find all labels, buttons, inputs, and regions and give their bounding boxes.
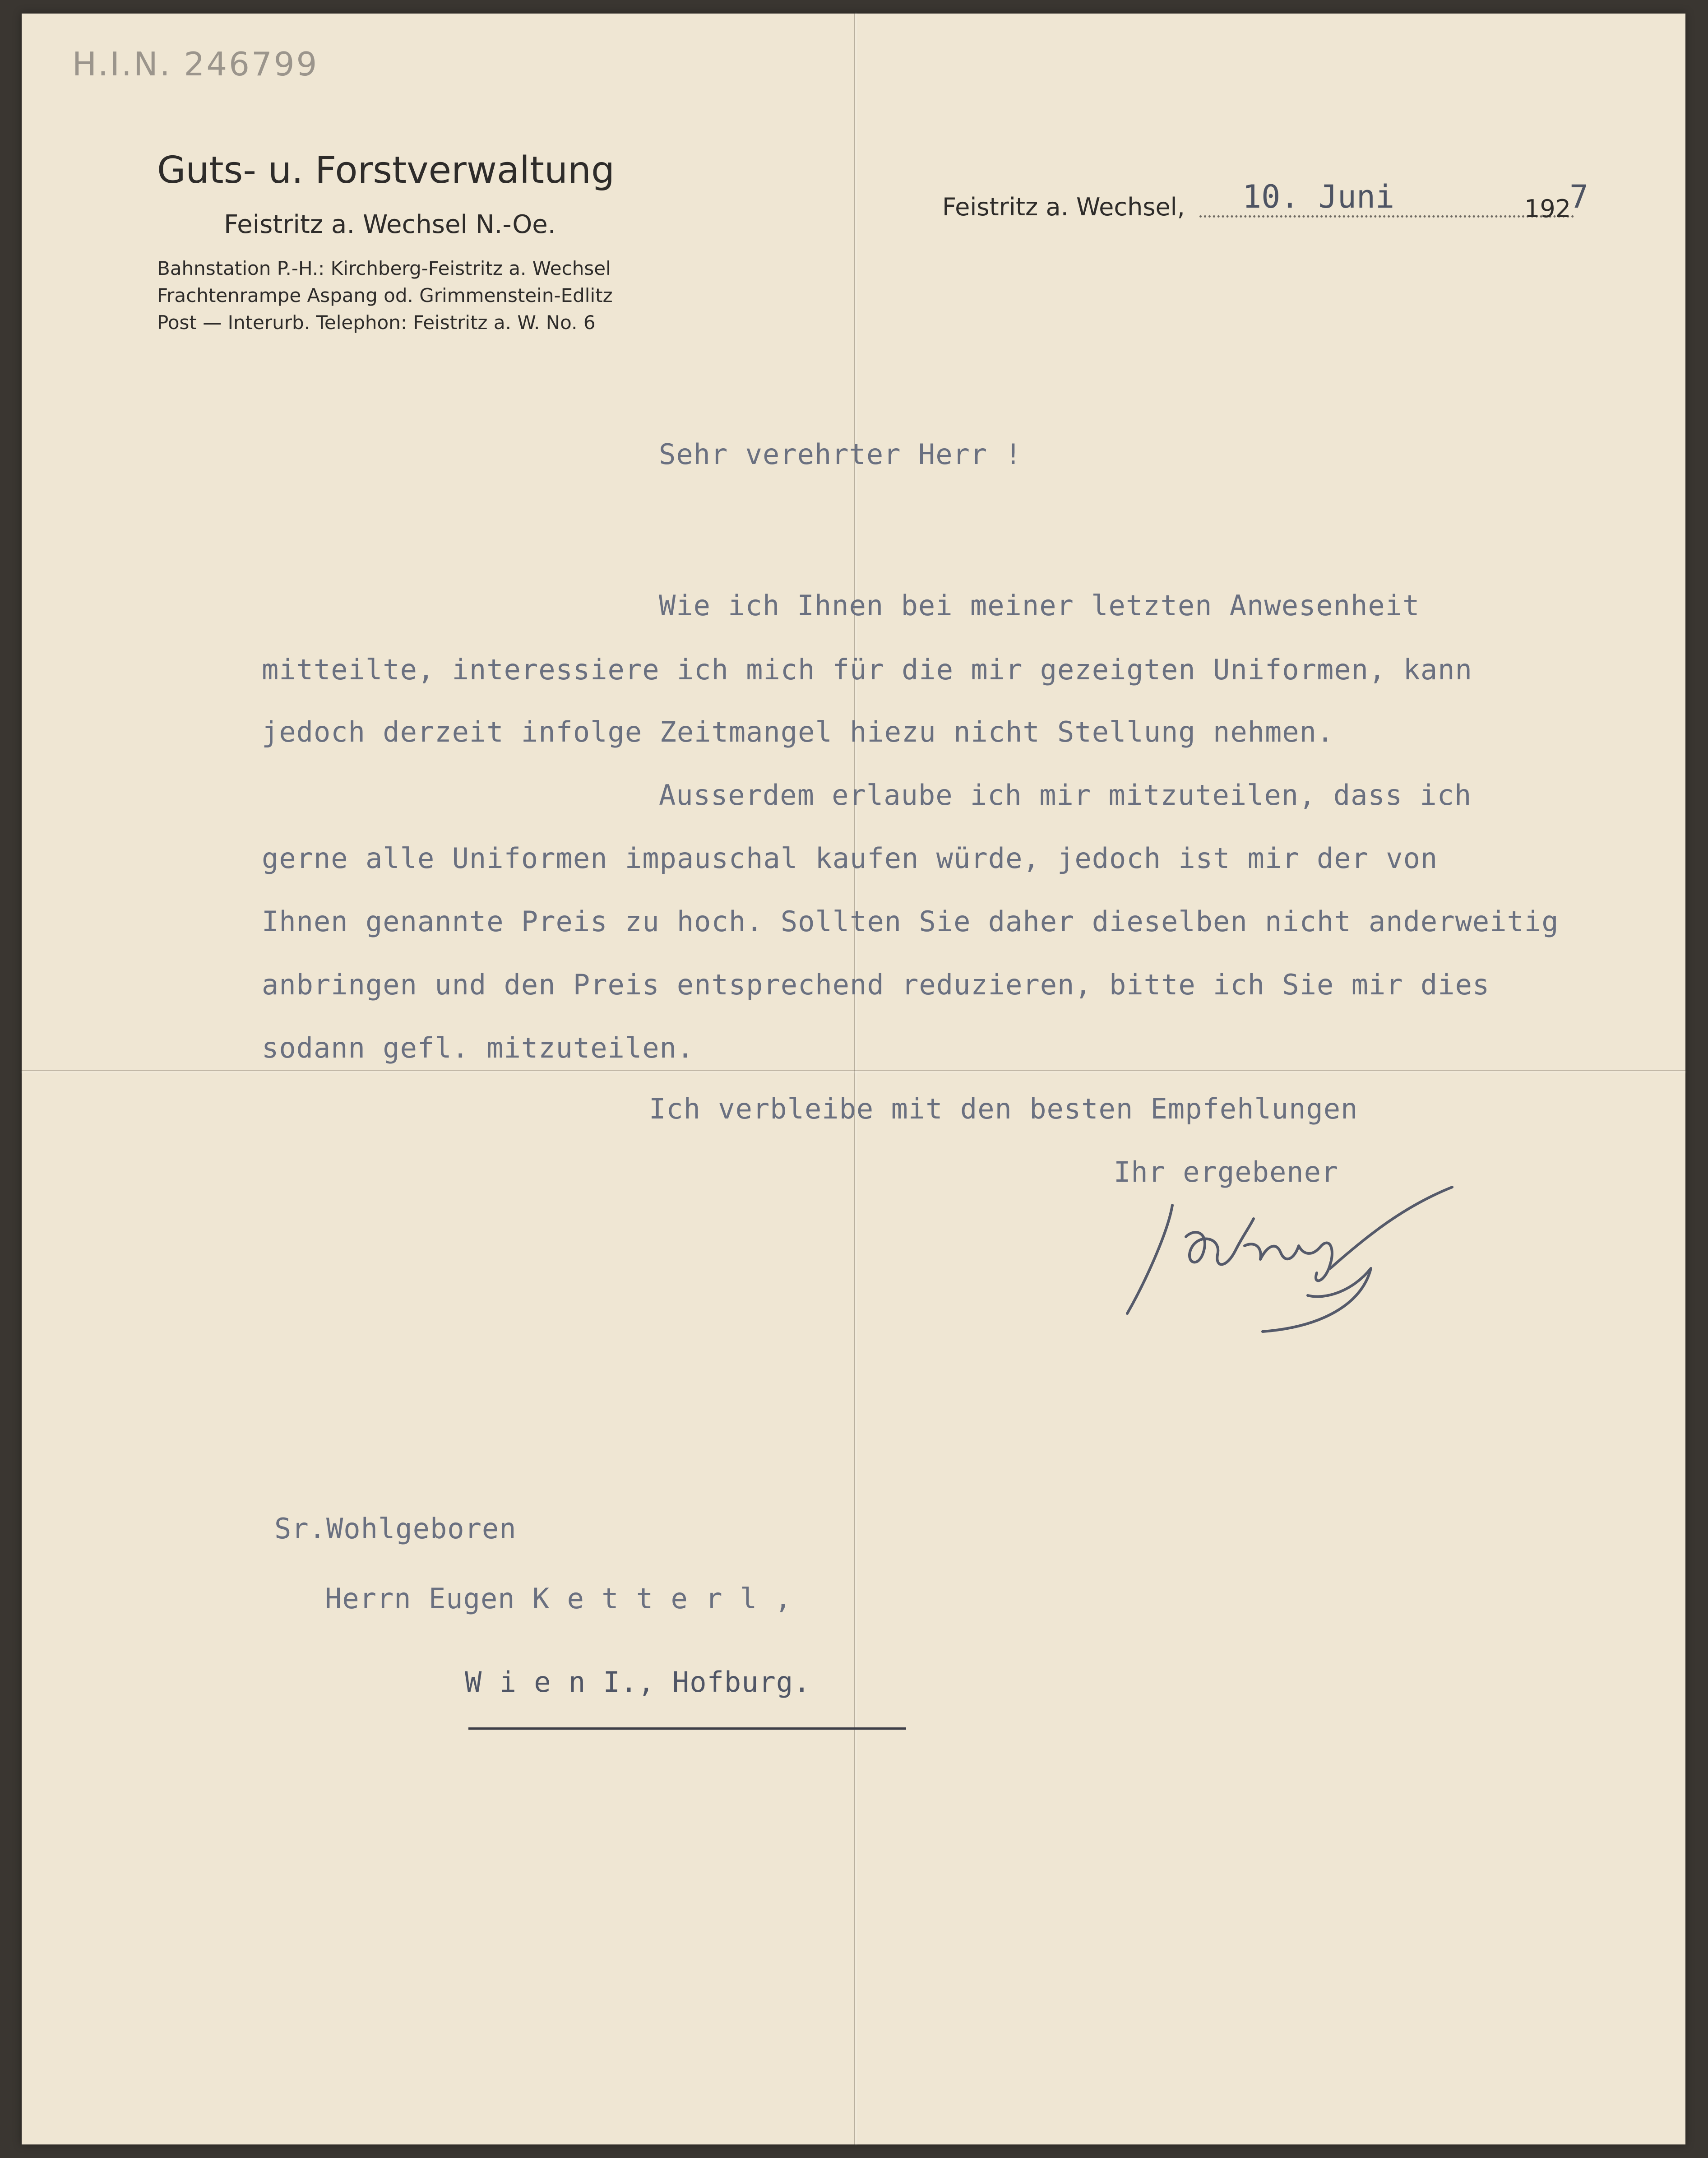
letterhead-post-line: Post — Interurb. Telephon: Feistritz a. W. No. 6 <box>157 311 596 334</box>
salutation: Sehr verehrter Herr ! <box>659 438 1022 471</box>
horizontal-fold-crease <box>22 1070 1685 1071</box>
dateline-year-prefix: 192 <box>1524 195 1571 223</box>
address-line-2: Herrn Eugen K e t t e r l , <box>325 1582 792 1615</box>
address-line-3: W i e n I., Hofburg. <box>465 1666 811 1699</box>
letterhead-railway-line: Bahnstation P.-H.: Kirchberg-Feistritz a. Wechsel <box>157 257 611 279</box>
body-line-6: Ihnen genannte Preis zu hoch. Sollten Sie daher dieselben nicht anderweitig <box>262 905 1559 938</box>
address-line-1: Sr.Wohlgeboren <box>274 1512 517 1545</box>
body-line-3: jedoch derzeit infolge Zeitmangel hiezu nicht Stellung nehmen. <box>262 715 1334 748</box>
dateline-dotted-line <box>1199 215 1574 218</box>
body-line-7: anbringen und den Preis entsprechend reduzieren, bitte ich Sie mir dies <box>262 968 1490 1001</box>
dateline-year-digit: 7 <box>1569 178 1589 215</box>
body-line-4: Ausserdem erlaube ich mir mitzuteilen, dass ich <box>659 779 1472 812</box>
body-line-8: sodann gefl. mitzuteilen. <box>262 1031 694 1064</box>
handwritten-signature <box>1118 1178 1470 1350</box>
dateline-place: Feistritz a. Wechsel, <box>942 193 1185 221</box>
letter-sheet <box>22 14 1685 2144</box>
letterhead-freight-line: Frachtenrampe Aspang od. Grimmenstein-Edlitz <box>157 284 613 306</box>
archive-mark: H.I.N. 246799 <box>72 45 319 83</box>
body-line-1: Wie ich Ihnen bei meiner letzten Anwesenheit <box>659 589 1420 622</box>
address-underline <box>468 1727 906 1730</box>
vertical-fold-crease <box>854 14 855 2144</box>
body-line-2: mitteilte, interessiere ich mich für die mir gezeigten Uniformen, kann <box>262 653 1472 686</box>
body-line-5: gerne alle Uniformen impauschal kaufen würde, jedoch ist mir der von <box>262 842 1438 875</box>
closing-line: Ich verbleibe mit den besten Empfehlungen <box>649 1092 1358 1125</box>
letterhead-title: Guts- u. Forstverwaltung <box>157 149 615 192</box>
dateline-date: 10. Juni <box>1242 178 1395 215</box>
letterhead-subtitle: Feistritz a. Wechsel N.-Oe. <box>224 210 556 239</box>
closing-phrase: Ihr ergebener <box>1114 1156 1339 1188</box>
